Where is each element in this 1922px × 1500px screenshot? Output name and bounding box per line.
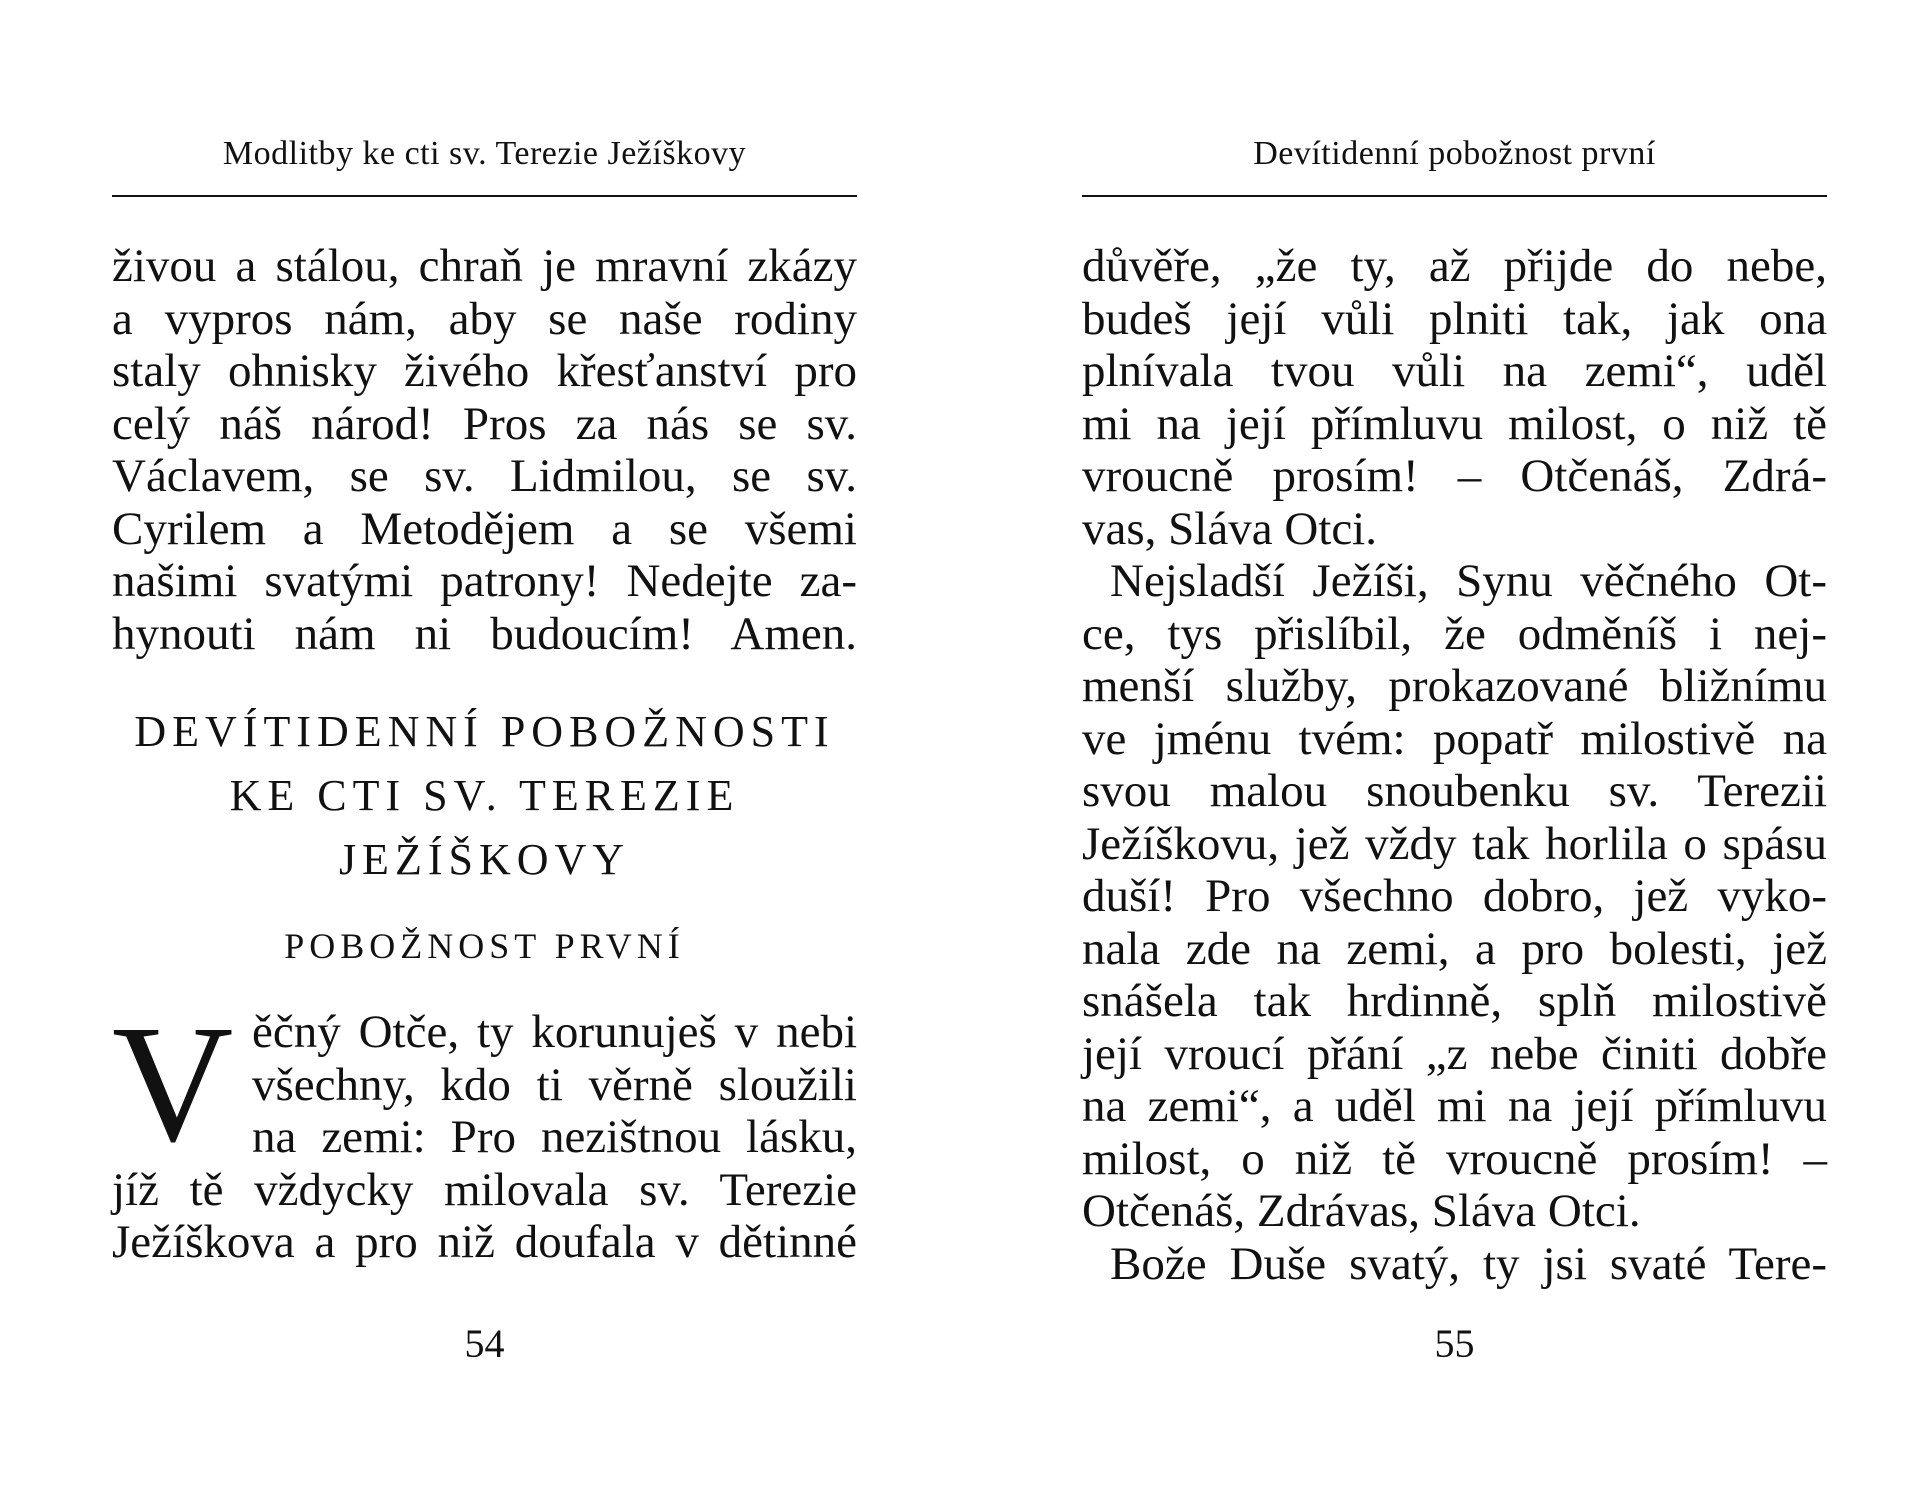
left-page <box>112 0 857 1500</box>
text-line: vas, Sláva Otci. <box>1082 502 1377 555</box>
text-line: vroucně prosím! – Otčenáš, Zdrá- <box>1082 450 1827 502</box>
text-line: ve jménu tvém: popatř milostivě na <box>1082 712 1827 765</box>
text-line: důvěře, „že ty, až přijde do nebe, <box>1082 240 1827 292</box>
text-line: Bože Duše svatý, ty jsi svaté Tere- <box>1110 1237 1827 1290</box>
text-line: našimi svatými patrony! Nedejte za- <box>112 555 857 607</box>
right-head-rule <box>1082 195 1827 197</box>
text-line: ěčný Otče, ty korunuješ v nebi <box>252 1006 857 1058</box>
section-subtitle: POBOŽNOST PRVNÍ <box>284 926 685 966</box>
text-line: na zemi“, a uděl mi na její přímluvu <box>1082 1080 1827 1132</box>
section-title-line: JEŽÍŠKOVY <box>338 835 631 884</box>
text-line: Václavem, se sv. Lidmilou, se sv. <box>112 450 857 502</box>
left-head-rule <box>112 195 857 197</box>
text-line: menší služby, prokazované bližnímu <box>1082 660 1827 712</box>
text-line: hynouti nám ni budoucím! Amen. <box>112 607 857 660</box>
text-line: jíž tě vždycky milovala sv. Terezie <box>112 1163 857 1216</box>
text-line: na zemi: Pro nezištnou lásku, <box>252 1111 857 1163</box>
right-body-text <box>1082 240 1827 1290</box>
dropcap-paragraph <box>112 991 857 1269</box>
right-page <box>1082 0 1827 1500</box>
text-line: svou malou snoubenku sv. Terezii <box>1082 765 1827 817</box>
text-line: plnívala tvou vůli na zemi“, uděl <box>1082 345 1827 397</box>
text-line: její vroucí přání „z nebe činiti dobře <box>1082 1027 1827 1080</box>
text-line: živou a stálou, chraň je mravní zkázy <box>112 240 857 292</box>
text-line: nala zde na zemi, a pro bolesti, jež <box>1082 922 1827 975</box>
text-line: Ježíškova a pro niž doufala v dětinné <box>112 1216 857 1268</box>
text-line: snášela tak hrdinně, splň milostivě <box>1082 975 1827 1027</box>
text-line: staly ohnisky živého křesťanství pro <box>112 345 857 397</box>
text-line: Nejsladší Ježíši, Synu věčného Ot- <box>1110 555 1827 607</box>
left-body-text <box>112 240 857 1269</box>
text-line: ce, tys přislíbil, že odměníš i nej- <box>1082 607 1827 660</box>
drop-cap: V <box>112 991 234 1177</box>
text-line: celý náš národ! Pros za nás se sv. <box>112 397 857 450</box>
left-page-number: 54 <box>464 1321 505 1366</box>
left-running-head: Modlitby ke cti sv. Terezie Ježíškovy <box>222 135 747 172</box>
text-line: Otčenáš, Zdrávas, Sláva Otci. <box>1082 1185 1641 1237</box>
section-title-line: KE CTI SV. TEREZIE <box>229 771 740 820</box>
section-title-line: DEVÍTIDENNÍ POBOŽNOSTI <box>134 707 835 756</box>
text-line: a vypros nám, aby se naše rodiny <box>112 292 857 345</box>
text-line: Cyrilem a Metodějem a se všemi <box>112 502 857 555</box>
text-line: Ježíškovu, jež vždy tak horlila o spásu <box>1082 817 1827 870</box>
right-page-number: 55 <box>1434 1321 1475 1366</box>
right-running-head: Devítidenní pobožnost první <box>1253 135 1656 172</box>
text-line: duší! Pro všechno dobro, jež vyko- <box>1082 870 1827 922</box>
text-line: milost, o niž tě vroucně prosím! – <box>1082 1132 1827 1185</box>
text-line: mi na její přímluvu milost, o niž tě <box>1082 397 1827 450</box>
text-line: všechny, kdo ti věrně sloužili <box>252 1058 857 1111</box>
text-line: budeš její vůli plniti tak, jak ona <box>1082 292 1827 345</box>
